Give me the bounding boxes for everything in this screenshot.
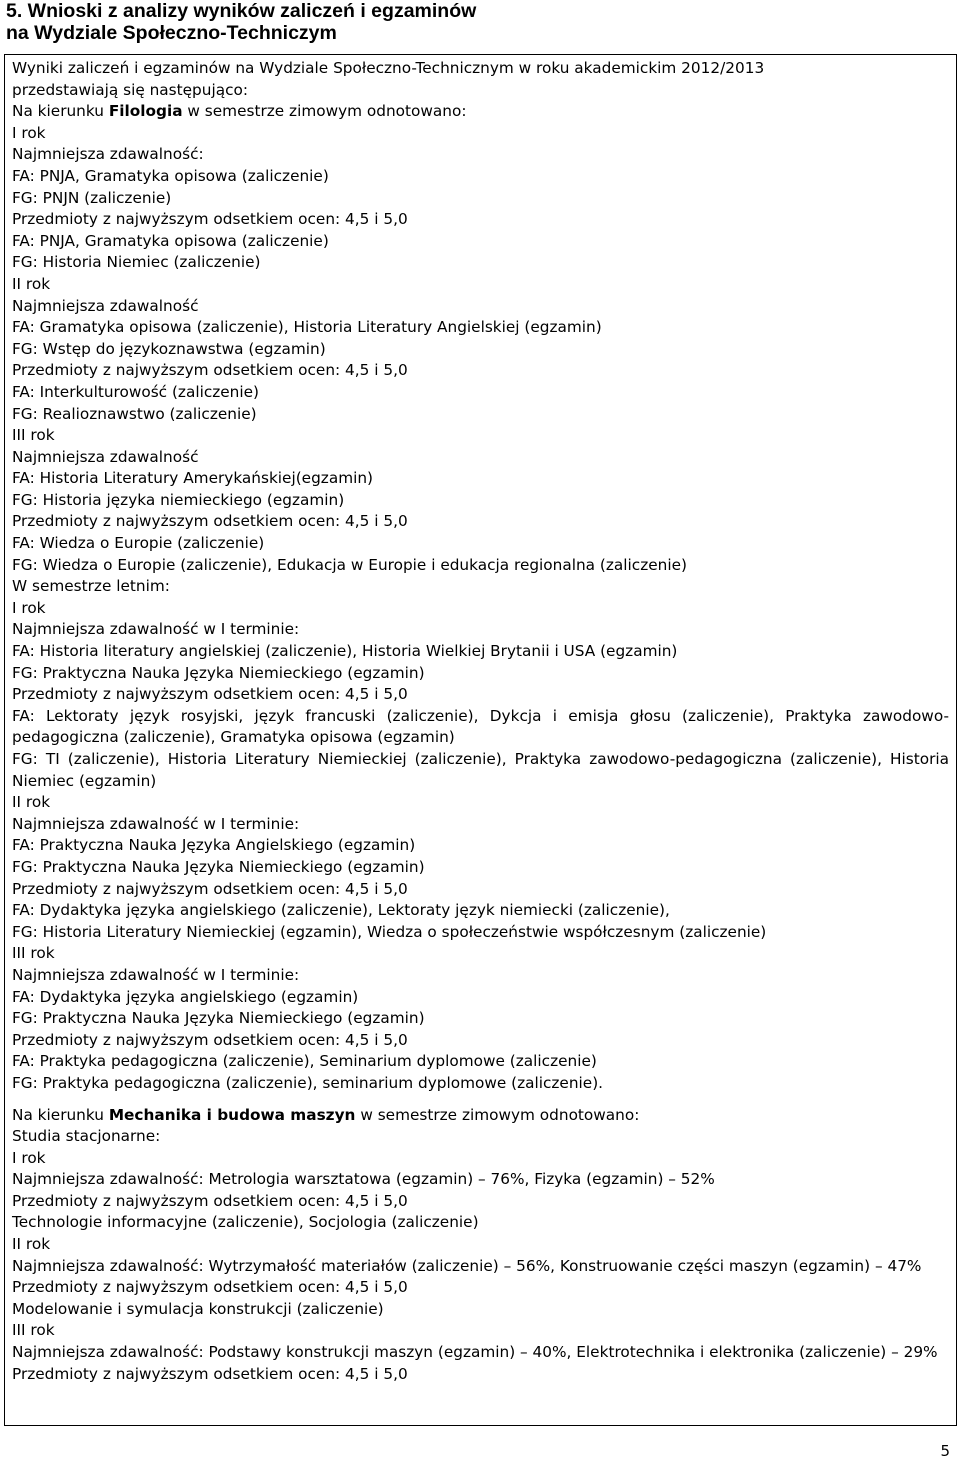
text-line: II rok [12, 793, 51, 812]
text-line: FG: Historia języka niemieckiego (egzamin) [12, 490, 345, 509]
text-line: FA: Dydaktyka języka angielskiego (egzamin) [12, 987, 359, 1006]
mechanika-list-2 [12, 1277, 949, 1342]
filologia-list-1 [12, 123, 949, 706]
intro-line: Wyniki zaliczeń i egzaminów na Wydziale Społeczno-Technicznym w roku akademickim 2012/2013 [12, 59, 765, 77]
filologia-list-2 [12, 792, 949, 1094]
text-line: FG: Realioznawstwo (zaliczenie) [12, 404, 257, 423]
text-line: FG: Historia Niemiec (zaliczenie) [12, 253, 261, 272]
text-line: Przedmioty z najwyższym odsetkiem ocen: 4,5 i 5,0 [12, 1278, 408, 1297]
text-line: Najmniejsza zdawalność w I terminie: [12, 814, 300, 833]
text-line: FG: Praktyka pedagogiczna (zaliczenie), seminarium dyplomowe (zaliczenie). [12, 1073, 604, 1092]
text-line: Przedmioty z najwyższym odsetkiem ocen: 4,5 i 5,0 [12, 361, 408, 380]
field-name: Mechanika i budowa maszyn [108, 1105, 356, 1124]
text-line: Najmniejsza zdawalność: [12, 145, 204, 164]
page-number: 5 [940, 1442, 950, 1460]
text-line: FA: Interkulturowość (zaliczenie) [12, 382, 260, 401]
text-line: FA: Praktyka pedagogiczna (zaliczenie), Seminarium dyplomowe (zaliczenie) [12, 1052, 597, 1071]
text-line: FA: Historia literatury angielskiej (zaliczenie), Historia Wielkiej Brytanii i USA (egzamin) [12, 642, 678, 661]
text-line: FG: Wstęp do językoznawstwa (egzamin) [12, 339, 326, 358]
field-name: Filologia [108, 102, 183, 121]
text-line: II rok [12, 1235, 51, 1254]
text-line: FA: Dydaktyka języka angielskiego (zaliczenie), Lektoraty język niemiecki (zaliczenie), [12, 901, 670, 920]
text-line: I rok [12, 598, 46, 617]
text-line: Przedmioty z najwyższym odsetkiem ocen: 4,5 i 5,0 [12, 512, 408, 531]
text-line: I rok [12, 1148, 46, 1167]
text-line: FG: Historia Literatury Niemieckiej (egzamin), Wiedza o społeczeństwie współczesnym (zaliczenie) [12, 922, 767, 941]
intro-line: przedstawiają się następująco: [12, 80, 249, 99]
text-line: FA: Gramatyka opisowa (zaliczenie), Historia Literatury Angielskiej (egzamin) [12, 318, 602, 337]
paragraph-line: Najmniejsza zdawalność: Podstawy konstrukcji maszyn (egzamin) – 40%, Elektrotechnika i elektronika (zaliczenie) – 29% [12, 1343, 938, 1362]
text-line: I rok [12, 123, 46, 142]
text-line: II rok [12, 274, 51, 293]
text-line: FG: Wiedza o Europie (zaliczenie), Edukacja w Europie i edukacja regionalna (zaliczenie) [12, 555, 687, 574]
text-line: Studia stacjonarne: [12, 1127, 161, 1146]
heading-line-2: na Wydziale Społeczno-Techniczym [6, 22, 337, 44]
text-line: Przedmioty z najwyższym odsetkiem ocen: 4,5 i 5,0 [12, 210, 408, 229]
mechanika-intro: Na kierunku Mechanika i budowa maszyn w semestrze zimowym odnotowano: [12, 1105, 640, 1124]
mechanika-list-1 [12, 1126, 949, 1256]
text-line: FA: Historia Literatury Amerykańskiej(egzamin) [12, 469, 374, 488]
heading-line-1: 5. Wnioski z analizy wyników zaliczeń i egzaminów [6, 0, 477, 22]
text-line: FA: Wiedza o Europie (zaliczenie) [12, 534, 265, 553]
paragraph-line: FA: Lektoraty język rosyjski, język francuski (zaliczenie), Dykcja i emisja głosu (zaliczenie), Praktyka zawodowo- pedagogiczna (zaliczenie), Gramatyka opisowa (egzamin) [12, 706, 949, 747]
text-line: Przedmioty z najwyższym odsetkiem ocen: 4,5 i 5,0 [12, 1030, 408, 1049]
text-line: Najmniejsza zdawalność [12, 447, 199, 466]
text-line: FA: PNJA, Gramatyka opisowa (zaliczenie) [12, 231, 329, 250]
text-line: Modelowanie i symulacja konstrukcji (zaliczenie) [12, 1299, 384, 1318]
text-line: FA: PNJA, Gramatyka opisowa (zaliczenie) [12, 166, 329, 185]
text-line: FG: PNJN (zaliczenie) [12, 188, 172, 207]
paragraph-line: FG: TI (zaliczenie), Historia Literatury Niemieckiej (zaliczenie), Praktyka zawodowo-pedagogiczna (zaliczenie), Historia Niemiec (egzamin) [12, 750, 949, 790]
text-line: Najmniejsza zdawalność w I terminie: [12, 965, 300, 984]
text-line: Najmniejsza zdawalność: Metrologia warsztatowa (egzamin) – 76%, Fizyka (egzamin) – 52% [12, 1170, 715, 1189]
text-line: W semestrze letnim: [12, 577, 170, 596]
text-line: FA: Praktyczna Nauka Języka Angielskiego (egzamin) [12, 836, 416, 855]
section-heading [6, 0, 946, 44]
report-body [12, 58, 949, 1385]
text-line: III rok [12, 1321, 55, 1340]
text-line: FG: Praktyczna Nauka Języka Niemieckiego (egzamin) [12, 1009, 425, 1028]
text-line: Przedmioty z najwyższym odsetkiem ocen: 4,5 i 5,0 [12, 879, 408, 898]
text-line: Przedmioty z najwyższym odsetkiem ocen: 4,5 i 5,0 [12, 685, 408, 704]
text-line: III rok [12, 944, 55, 963]
paragraph-line: Najmniejsza zdawalność: Wytrzymałość materiałów (zaliczenie) – 56%, Konstruowanie części maszyn (egzamin) – 47% [12, 1256, 922, 1275]
text-line: Technologie informacyjne (zaliczenie), Socjologia (zaliczenie) [12, 1213, 479, 1232]
text-line: Przedmioty z najwyższym odsetkiem ocen: 4,5 i 5,0 [12, 1364, 408, 1383]
text-line: Przedmioty z najwyższym odsetkiem ocen: 4,5 i 5,0 [12, 1191, 408, 1210]
text-line: Najmniejsza zdawalność w I terminie: [12, 620, 300, 639]
text-line: III rok [12, 426, 55, 445]
mechanika-list-3 [12, 1364, 949, 1386]
text-line: FG: Praktyczna Nauka Języka Niemieckiego (egzamin) [12, 663, 425, 682]
text-line: Najmniejsza zdawalność [12, 296, 199, 315]
filologia-intro: Na kierunku Filologia w semestrze zimowym odnotowano: [12, 102, 467, 121]
text-line: FG: Praktyczna Nauka Języka Niemieckiego (egzamin) [12, 857, 425, 876]
